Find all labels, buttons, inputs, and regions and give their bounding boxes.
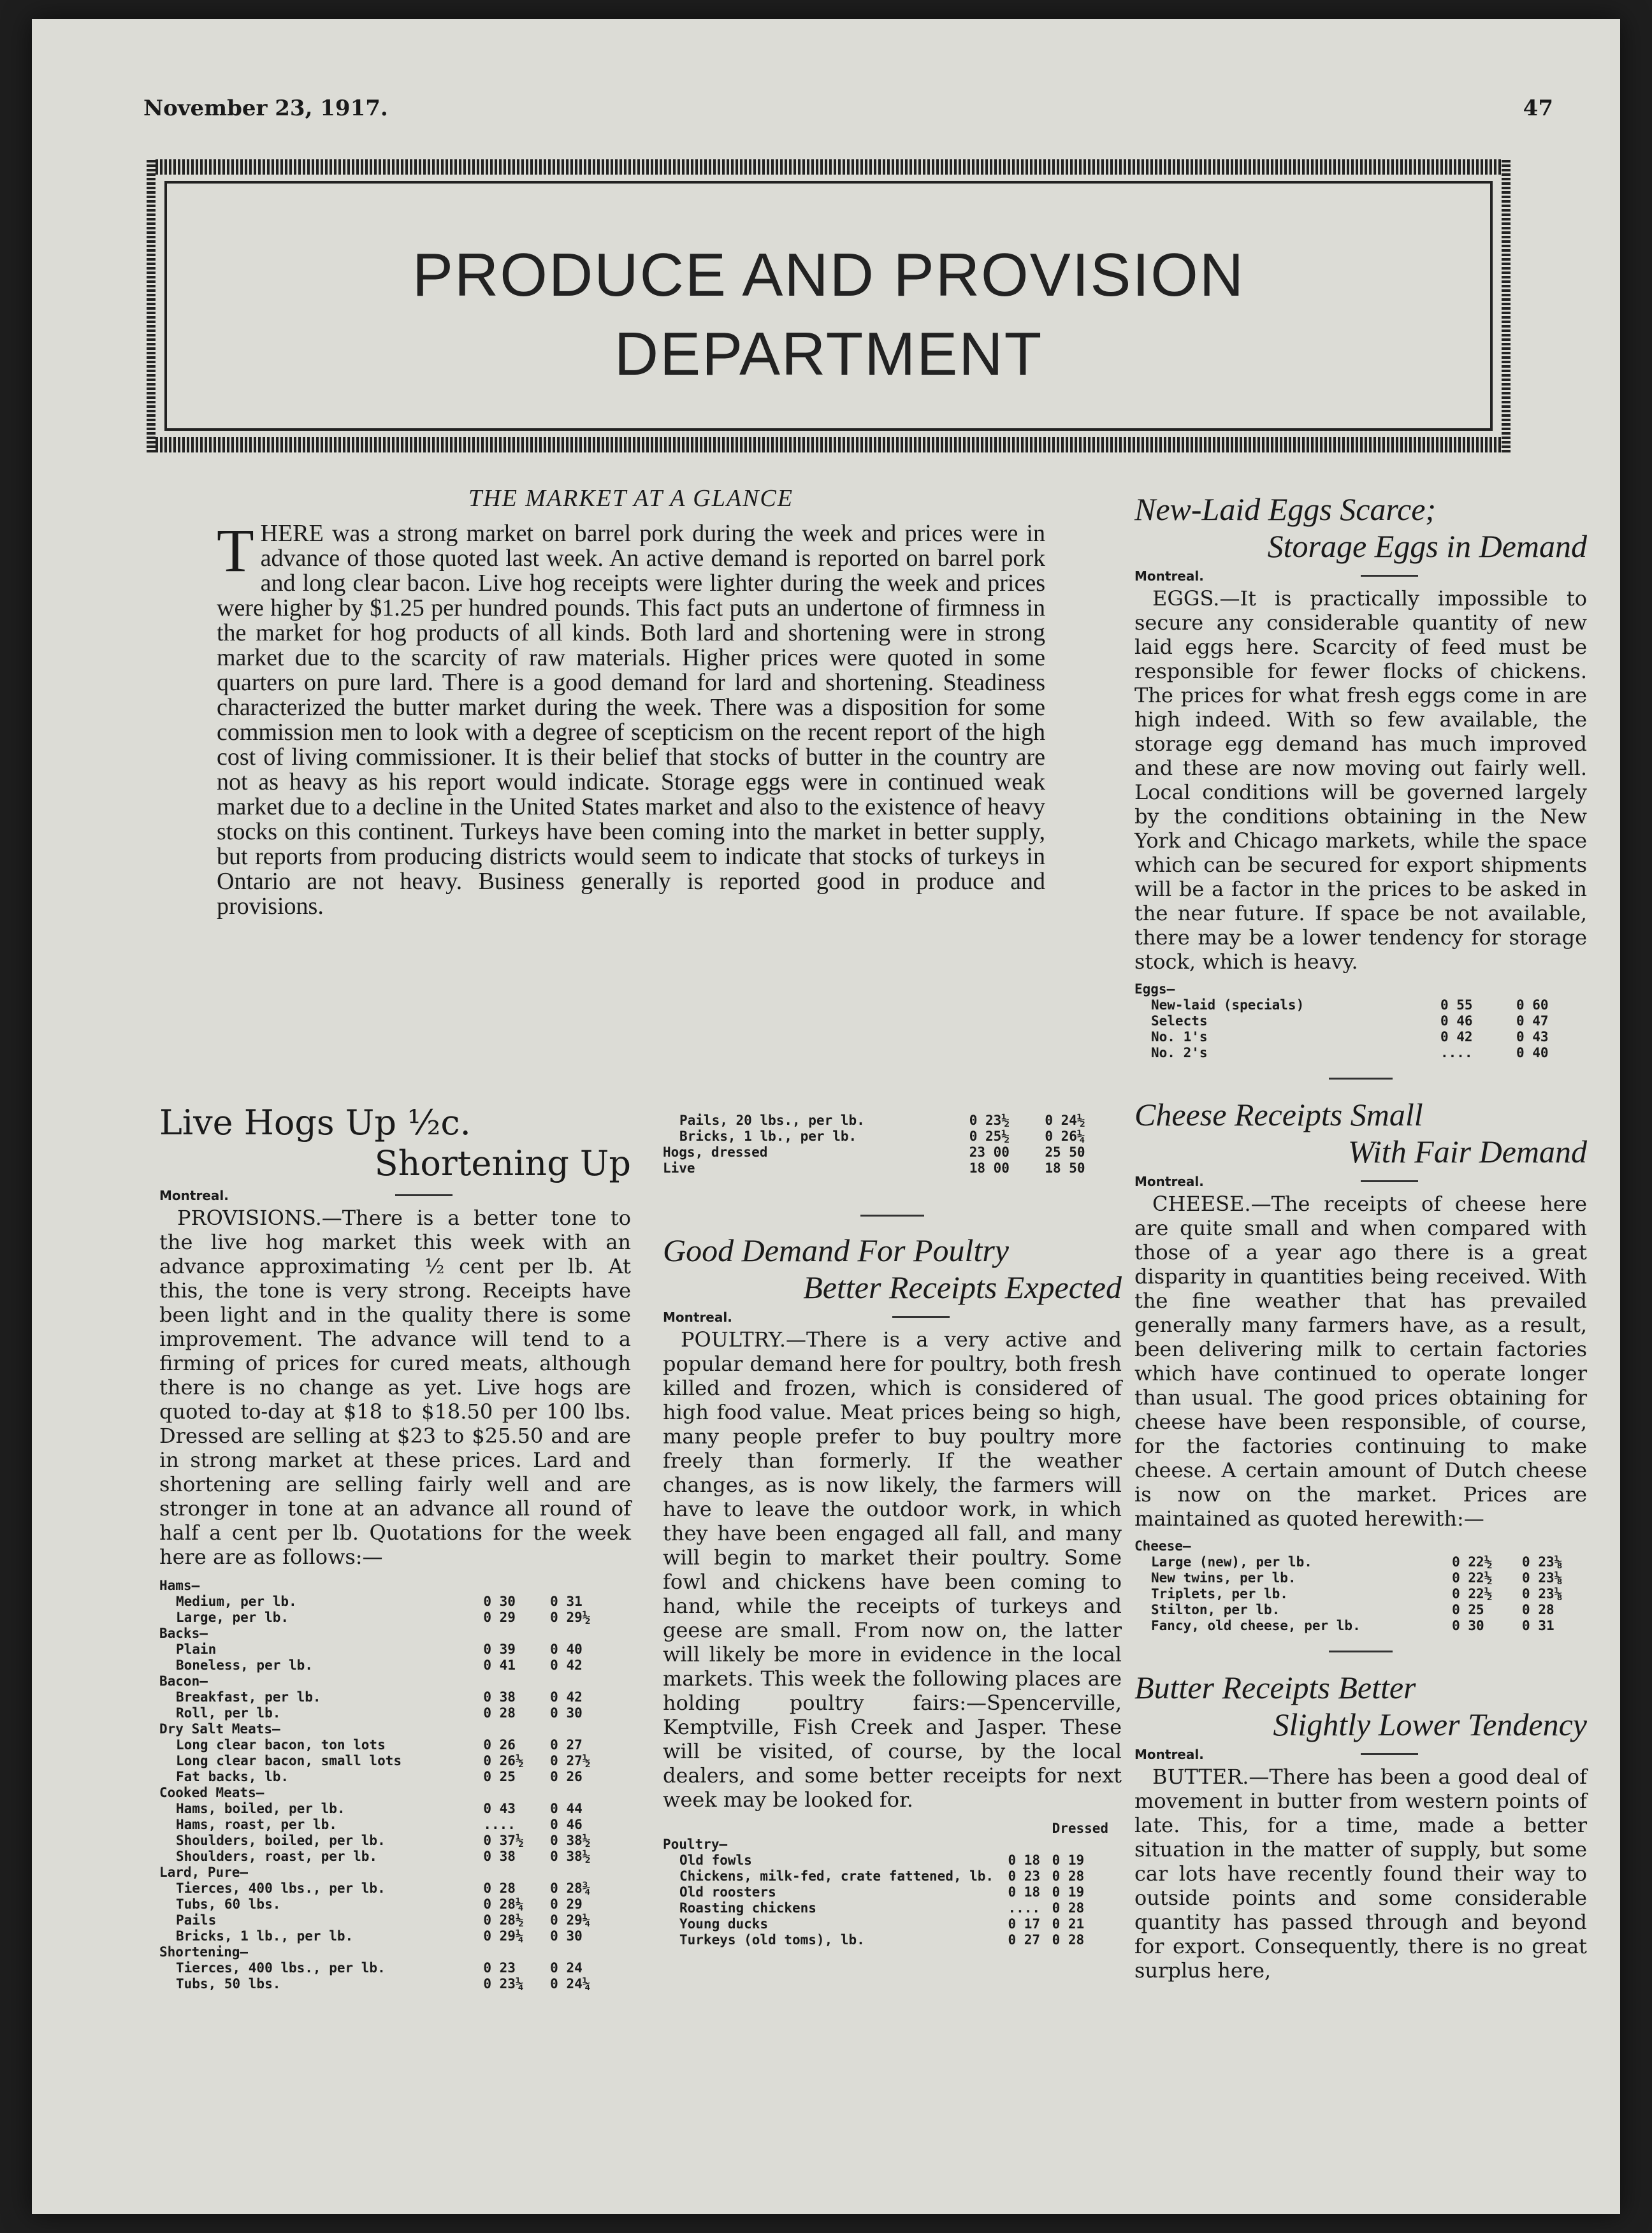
empty-cell: [539, 1785, 605, 1801]
eggs-title-line2: Storage Eggs in Demand: [1267, 528, 1587, 564]
table-row: [159, 1849, 605, 1865]
empty-cell: [1041, 1837, 1109, 1853]
price-low: 0 30: [483, 1594, 516, 1609]
table-row: [1134, 1045, 1581, 1061]
price-high: 0 24: [550, 1960, 583, 1976]
table-group-row: [159, 1865, 605, 1881]
table-item-label: Hams, roast, per lb.: [176, 1817, 337, 1832]
table-group-label: Hams—: [159, 1578, 200, 1593]
price-high: 0 38½: [550, 1833, 591, 1848]
empty-cell: [539, 1721, 605, 1737]
table-item-label: Young ducks: [679, 1916, 769, 1932]
price-low: 0 26½: [483, 1753, 524, 1768]
table-item-label: Triplets, per lb.: [1151, 1586, 1288, 1601]
hogs-title-line2: Shortening Up: [374, 1143, 631, 1183]
table-item-label: Long clear bacon, small lots: [176, 1753, 402, 1768]
middle-column: [663, 1113, 1122, 1948]
price-low: 0 25½: [969, 1129, 1010, 1144]
eggs-text: EGGS.—It is practically impossible to secure any considerable quantity of new laid eggs here. Scarcity of feed must be responsible for fewer flocks of chickens. The prices for what fresh eggs come in are high indeed. With so few available, the storage egg demand has much improved and these are now moving out fairly well. Local conditions will be governed largely by the conditions obtaining in the New York and Chicago markets, while the space which can be secured for export shipments will be a factor in the prices to be asked in the near future. If space be not available, there may be a lower tendency for storage stock, which is heavy.: [1134, 586, 1587, 974]
table-item-label: No. 1's: [1151, 1029, 1208, 1044]
table-row: [663, 1129, 1109, 1145]
table-row: [663, 1868, 1109, 1884]
table-item-label: Old roosters: [679, 1884, 776, 1900]
table-group-row: [663, 1837, 1109, 1853]
provisions-table-continued: [663, 1113, 1109, 1176]
table-row: [663, 1916, 1109, 1932]
table-row: [663, 1113, 1109, 1129]
hogs-text: PROVISIONS.—There is a better tone to the live hog market this week with an advance approximating ½ cent per lb. At this, the tone is very strong. Receipts have been light and in the quality there is some improvement. The advance will tend to a firming of prices for cured meats, although there is no change as yet. Live hogs are quoted to-day at $18 to $18.50 per 100 lbs. Dressed are selling at $23 to $25.50 and are in strong market at these prices. Lard and shortening are selling fairly well and are stronger in tone at an advance all round of half a cent per lb. Quotations for the week here are as follows:—: [159, 1206, 631, 1569]
table-row: [159, 1610, 605, 1626]
department-title-line2: DEPARTMENT: [614, 320, 1043, 388]
price-low: 0 41: [483, 1658, 516, 1673]
hogs-article: [159, 1102, 631, 1992]
section-rule: [1329, 1651, 1393, 1652]
price-low: 0 18: [1008, 1884, 1041, 1900]
table-item-label: No. 2's: [1151, 1045, 1208, 1060]
table-item-label: Large, per lb.: [176, 1610, 289, 1625]
table-item-label: Chickens, milk-fed, crate fattened, lb.: [679, 1868, 994, 1884]
price-high: 0 28: [1052, 1900, 1085, 1916]
table-item-label: Breakfast, per lb.: [176, 1689, 321, 1705]
banner-border-bottom: [147, 437, 1511, 452]
table-item-label: Turkeys (old toms), lb.: [679, 1932, 865, 1948]
market-body: HERE was a strong market on barrel pork during the week and prices were in advance of those quoted last week. An active demand is reported on barrel pork and long clear bacon. Live hog receipts were lighter during the week and prices were higher by $1.25 per hundred pounds. This fact puts an undertone of firmness in the market for hog products of all kinds. Both lard and shortening were in strong market due to the scarcity of raw materials. Higher prices were quoted in some quarters on pure lard. There is a good demand for lard and shortening. Steadiness characterized the butter market during the week. There was a disposition for some commission men to look with a degree of scepticism on the recent report of the high cost of living commissioner. It is their belief that stocks of butter in the country are not as heavy as his report would indicate. Storage eggs were in continued weak market due to a decline in the United States market and also to the existence of heavy stocks on this continent. Turkeys have been coming into the market in better supply, but reports from producing districts would seem to indicate that stocks of turkeys in Ontario are not heavy. Business generally is reported good in produce and provisions.: [217, 520, 1045, 920]
price-low: 0 37½: [483, 1833, 524, 1848]
table-row: [159, 1833, 605, 1849]
empty-cell: [1429, 981, 1505, 997]
table-item-label: Hogs, dressed: [663, 1145, 768, 1160]
poultry-table-body: [663, 1837, 1109, 1948]
table-row: [159, 1642, 605, 1658]
price-low: 0 27: [1008, 1932, 1041, 1948]
table-item-label: Shoulders, roast, per lb.: [176, 1849, 378, 1864]
table-group-label: Dry Salt Meats—: [159, 1721, 280, 1737]
empty-cell: [472, 1785, 539, 1801]
cheese-dateline: Montreal.: [1134, 1174, 1587, 1189]
empty-cell: [1505, 981, 1581, 997]
price-low: 0 28: [483, 1705, 516, 1721]
empty-cell: [539, 1944, 605, 1960]
table-item-label: Tierces, 400 lbs., per lb.: [176, 1960, 386, 1976]
table-group-row: [1134, 1538, 1581, 1554]
table-row: [159, 1753, 605, 1769]
eggs-dateline: Montreal.: [1134, 568, 1587, 584]
price-high: 0 43: [1516, 1029, 1549, 1044]
empty-cell: [539, 1865, 605, 1881]
eggs-table: [1134, 981, 1581, 1061]
price-low: 0 22½: [1452, 1570, 1493, 1586]
table-item-label: Boneless, per lb.: [176, 1658, 313, 1673]
market-text: [217, 516, 1045, 920]
table-item-label: Bricks, 1 lb., per lb.: [679, 1129, 857, 1144]
price-high: 0 19: [1052, 1884, 1085, 1900]
table-item-label: Fat backs, lb.: [176, 1769, 289, 1784]
price-high: 0 60: [1516, 997, 1549, 1013]
table-row: [663, 1853, 1109, 1868]
table-item-label: Pails: [176, 1912, 217, 1928]
price-low: 0 22½: [1452, 1554, 1493, 1570]
price-low: 0 42: [1440, 1029, 1473, 1044]
cheese-title-line2: With Fair Demand: [1348, 1134, 1587, 1169]
provisions-table-continued-body: [663, 1113, 1109, 1176]
price-high: 0 24½: [1045, 1113, 1085, 1128]
price-low: 0 29¼: [483, 1928, 524, 1944]
table-group-label: Shortening—: [159, 1944, 249, 1960]
cheese-text: CHEESE.—The receipts of cheese here are quite small and when compared with those of a year ago there is a great disparity in quantities being received. With the fine weather that has prevailed generally many farmers have, as a result, been delivering milk to certain factories which have continued to operate longer than usual. The good prices obtaining for cheese have been responsible, of course, for the factories continuing to make cheese. A certain amount of Dutch cheese is now on the market. Prices are maintained as quoted herewith:—: [1134, 1192, 1587, 1531]
table-row: [1134, 1029, 1581, 1045]
price-high: 0 19: [1052, 1853, 1085, 1868]
page: [32, 19, 1620, 2214]
price-low: 0 28: [483, 1881, 516, 1896]
table-item-label: Pails, 20 lbs., per lb.: [679, 1113, 865, 1128]
market-article: [217, 484, 1045, 919]
price-low: 0 39: [483, 1642, 516, 1657]
table-row: [159, 1689, 605, 1705]
table-item-label: Large (new), per lb.: [1151, 1554, 1312, 1570]
department-title: [147, 236, 1511, 394]
table-group-label: Bacon—: [159, 1673, 208, 1689]
table-row: [159, 1960, 605, 1976]
table-item-label: Hams, boiled, per lb.: [176, 1801, 345, 1816]
table-group-row: [159, 1626, 605, 1642]
table-item-label: New-laid (specials): [1151, 997, 1305, 1013]
price-low: 0 23: [1008, 1868, 1041, 1884]
price-high: 0 40: [1516, 1045, 1549, 1060]
price-high: 0 28: [1052, 1868, 1085, 1884]
table-row: [159, 1976, 605, 1992]
poultry-dateline: Montreal.: [663, 1310, 1122, 1325]
department-title-line1: PRODUCE AND PROVISION: [412, 241, 1245, 309]
empty-cell: [539, 1578, 605, 1594]
empty-cell: [1440, 1538, 1511, 1554]
section-rule: [860, 1215, 924, 1217]
price-low: ....: [1440, 1045, 1473, 1060]
table-row: [159, 1912, 605, 1928]
table-row: [159, 1594, 605, 1610]
butter-title-line2: Slightly Lower Tendency: [1273, 1707, 1587, 1742]
price-high: 0 23⅛: [1522, 1586, 1563, 1601]
price-low: 0 29: [483, 1610, 516, 1625]
price-high: 0 29: [550, 1897, 583, 1912]
table-group-row: [159, 1944, 605, 1960]
empty-cell: [1511, 1538, 1581, 1554]
price-high: 0 47: [1516, 1013, 1549, 1029]
price-high: 0 40: [550, 1642, 583, 1657]
market-dropcap: T: [217, 516, 254, 584]
poultry-title-line2: Better Receipts Expected: [803, 1269, 1122, 1305]
cheese-title-line1: Cheese Receipts Small: [1134, 1097, 1423, 1132]
empty-cell: [472, 1944, 539, 1960]
table-item-label: Long clear bacon, ton lots: [176, 1737, 386, 1752]
price-high: 0 23⅛: [1522, 1570, 1563, 1586]
table-group-row: [159, 1578, 605, 1594]
table-item-label: Roasting chickens: [679, 1900, 816, 1916]
price-low: 0 46: [1440, 1013, 1473, 1029]
table-row: [159, 1801, 605, 1817]
table-row: [159, 1737, 605, 1753]
price-low: ....: [483, 1817, 516, 1832]
table-item-label: New twins, per lb.: [1151, 1570, 1296, 1586]
price-high: 0 27½: [550, 1753, 591, 1768]
butter-dateline: Montreal.: [1134, 1747, 1587, 1762]
price-low: 0 22½: [1452, 1586, 1493, 1601]
price-high: 25 50: [1045, 1145, 1085, 1160]
table-item-label: Selects: [1151, 1013, 1208, 1029]
price-low: 0 23½: [969, 1113, 1010, 1128]
table-row: [663, 1932, 1109, 1948]
table-item-label: Old fowls: [679, 1853, 752, 1868]
department-banner: [147, 159, 1511, 452]
price-low: 0 38: [483, 1689, 516, 1705]
table-row: [1134, 1586, 1581, 1602]
table-group-label: Cheese—: [1134, 1538, 1191, 1554]
table-row: [1134, 1618, 1581, 1634]
price-high: 0 27: [550, 1737, 583, 1752]
butter-text: BUTTER.—There has been a good deal of movement in butter from western points of late. This, for a time, made a better situation in the matter of supply, but some car lots have recently found their way to outside points and some considerable quantity has passed through and beyond for export. Consequently, there is no great surplus here,: [1134, 1765, 1587, 1983]
price-high: 0 44: [550, 1801, 583, 1816]
price-low: 0 23¼: [483, 1976, 524, 1991]
price-low: 23 00: [969, 1145, 1010, 1160]
table-row: [1134, 1554, 1581, 1570]
price-low: 0 55: [1440, 997, 1473, 1013]
table-item-label: Roll, per lb.: [176, 1705, 281, 1721]
table-item-label: Stilton, per lb.: [1151, 1602, 1280, 1617]
table-item-label: Tubs, 60 lbs.: [176, 1897, 281, 1912]
price-high: 0 30: [550, 1928, 583, 1944]
price-high: 0 24¼: [550, 1976, 591, 1991]
price-high: 0 26¼: [1045, 1129, 1085, 1144]
empty-cell: [539, 1626, 605, 1642]
table-row: [159, 1897, 605, 1912]
price-high: 0 42: [550, 1658, 583, 1673]
table-row: [1134, 997, 1581, 1013]
price-low: 0 18: [1008, 1853, 1041, 1868]
table-group-label: Poultry—: [663, 1837, 728, 1852]
price-low: 0 28½: [483, 1912, 524, 1928]
price-high: 0 28: [1052, 1932, 1085, 1948]
table-row: [663, 1160, 1109, 1176]
empty-cell: [539, 1673, 605, 1689]
section-rule: [1329, 1078, 1393, 1080]
table-row: [159, 1769, 605, 1785]
price-high: 0 38½: [550, 1849, 591, 1864]
table-item-label: Plain: [176, 1642, 217, 1657]
price-high: 0 29¼: [550, 1912, 591, 1928]
table-group-row: [159, 1673, 605, 1689]
table-group-row: [159, 1721, 605, 1737]
table-group-label: Eggs—: [1134, 981, 1175, 997]
price-high: 0 26: [550, 1769, 583, 1784]
table-item-label: Bricks, 1 lb., per lb.: [176, 1928, 354, 1944]
price-high: 0 42: [550, 1689, 583, 1705]
banner-border-top: [147, 159, 1511, 175]
eggs-title-line1: New-Laid Eggs Scarce;: [1134, 491, 1437, 527]
empty-cell: [996, 1837, 1040, 1853]
issue-date: November 23, 1917.: [143, 96, 388, 121]
price-low: 0 25: [483, 1769, 516, 1784]
table-item-label: Live: [663, 1160, 695, 1176]
hogs-dateline: Montreal.: [159, 1188, 631, 1203]
price-low: 0 28¼: [483, 1897, 524, 1912]
table-row: [1134, 1570, 1581, 1586]
price-high: 0 21: [1052, 1916, 1085, 1932]
provisions-table: [159, 1578, 605, 1992]
empty-cell: [472, 1865, 539, 1881]
table-item-label: Medium, per lb.: [176, 1594, 297, 1609]
market-heading: THE MARKET AT A GLANCE: [468, 485, 793, 512]
table-row: [663, 1145, 1109, 1160]
poultry-table-head: [663, 1821, 1109, 1837]
table-row: [159, 1705, 605, 1721]
table-row: [663, 1884, 1109, 1900]
empty-cell: [472, 1673, 539, 1689]
poultry-table: [663, 1821, 1109, 1948]
poultry-dressed-header: Dressed: [1052, 1821, 1109, 1836]
table-group-row: [1134, 981, 1581, 997]
table-item-label: Tubs, 50 lbs.: [176, 1976, 281, 1991]
price-low: 18 00: [969, 1160, 1010, 1176]
price-high: 18 50: [1045, 1160, 1085, 1176]
poultry-title-line1: Good Demand For Poultry: [663, 1232, 1009, 1268]
table-row: [159, 1817, 605, 1833]
table-item-label: Shoulders, boiled, per lb.: [176, 1833, 386, 1848]
price-high: 0 28: [1522, 1602, 1554, 1617]
table-group-label: Backs—: [159, 1626, 208, 1641]
table-item-label: Fancy, old cheese, per lb.: [1151, 1618, 1361, 1633]
right-column: [1134, 491, 1587, 1983]
cheese-table: [1134, 1538, 1581, 1634]
price-high: 0 30: [550, 1705, 583, 1721]
price-high: 0 31: [550, 1594, 583, 1609]
table-row: [159, 1658, 605, 1673]
table-row: [1134, 1013, 1581, 1029]
price-low: 0 43: [483, 1801, 516, 1816]
price-low: 0 25: [1452, 1602, 1484, 1617]
price-low: ....: [1008, 1900, 1041, 1916]
table-group-label: Cooked Meats—: [159, 1785, 264, 1800]
table-item-label: Tierces, 400 lbs., per lb.: [176, 1881, 386, 1896]
eggs-table-body: [1134, 981, 1581, 1061]
price-low: 0 30: [1452, 1618, 1484, 1633]
price-low: 0 17: [1008, 1916, 1041, 1932]
price-high: 0 23⅛: [1522, 1554, 1563, 1570]
price-low: 0 26: [483, 1737, 516, 1752]
empty-cell: [472, 1578, 539, 1594]
table-group-row: [159, 1785, 605, 1801]
page-number: 47: [1523, 96, 1553, 121]
hogs-title-line1: Live Hogs Up ½c.: [159, 1102, 471, 1143]
cheese-table-body: [1134, 1538, 1581, 1634]
price-low: 0 38: [483, 1849, 516, 1864]
table-row: [663, 1900, 1109, 1916]
butter-title-line1: Butter Receipts Better: [1134, 1670, 1416, 1705]
price-low: 0 23: [483, 1960, 516, 1976]
provisions-table-body: [159, 1578, 605, 1992]
price-high: 0 46: [550, 1817, 583, 1832]
empty-cell: [472, 1626, 539, 1642]
table-group-label: Lard, Pure—: [159, 1865, 249, 1880]
empty-cell: [472, 1721, 539, 1737]
table-row: [159, 1928, 605, 1944]
price-high: 0 28¾: [550, 1881, 591, 1896]
price-high: 0 29½: [550, 1610, 591, 1625]
table-row: [1134, 1602, 1581, 1618]
price-high: 0 31: [1522, 1618, 1554, 1633]
poultry-text: POULTRY.—There is a very active and popular demand here for poultry, both fresh killed and frozen, which is considered of high food value. Meat prices being so high, many people prefer to buy poultry more freely than formerly. If the weather changes, as is now likely, the farmers will have to leave the outdoor work, in which they have been engaged all fall, and many will begin to market their poultry. Some fowl and chickens have been coming to hand, while the receipts of turkeys and geese are small. From now on, the latter will likely be more in evidence in the local markets. This week the following places are holding poultry fairs:—Spencerville, Kemptville, Fish Creek and Jasper. These will be visited, of course, by the local dealers, and some better receipts for next week may be looked for.: [663, 1327, 1122, 1812]
table-row: [159, 1881, 605, 1897]
